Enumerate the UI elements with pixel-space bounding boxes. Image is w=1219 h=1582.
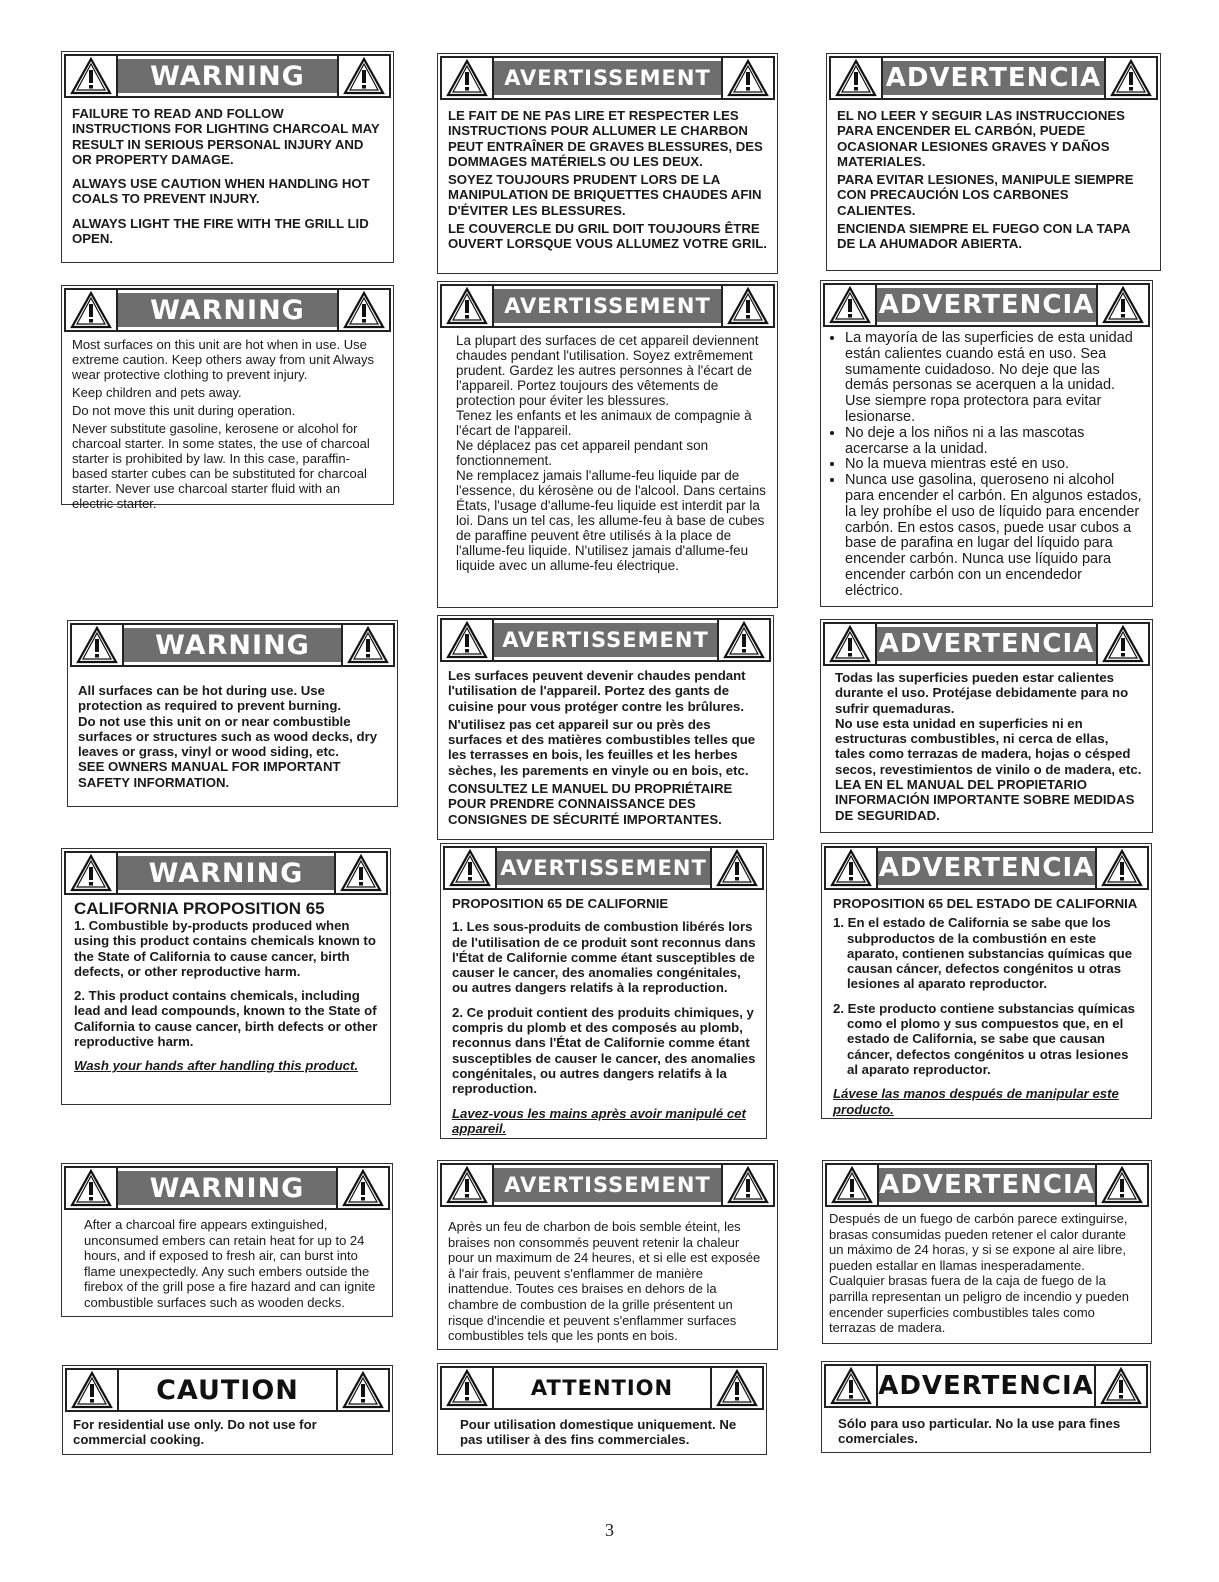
label-text: Ne déplacez pas cet appareil pendant son fonctionnement. — [456, 438, 709, 468]
warning-label-lighting-es — [826, 53, 1161, 271]
warning-triangle-icon — [336, 1168, 388, 1208]
label-header — [440, 1366, 764, 1410]
label-text: La plupart des surfaces de cet appareil deviennent chaudes pendant l'utilisation. Soyez extrêmement prudent. Gardez les autres personnes à l'écart de l'appareil. Portez toujours des vêtements de protection pour éviter les blessures. — [456, 333, 759, 408]
warning-triangle-icon — [721, 286, 773, 326]
label-text: Después de un fuego de carbón parece extinguirse, brasas consumidas pueden retener el calor durante un máximo de 24 horas, y si se expone al aire libre, pueden estallar en llamas inesperadamente. Cualquier brasas fuera de la caja de fuego de la parrilla representan un peligro de incendio y pueden encender superficies combustibles tales como terrazas de madera. — [829, 1211, 1129, 1336]
warning-triangle-icon — [827, 1165, 879, 1205]
warning-triangle-icon — [1095, 848, 1147, 888]
label-text: 2. This product contains chemicals, including lead and lead compounds, known to the State of California to cause cancer, birth defects or other reproductive harm. — [74, 988, 378, 1050]
warning-triangle-icon — [66, 290, 118, 330]
signal-word: WARNING — [118, 293, 337, 327]
label-text: CONSULTEZ LE MANUEL DU PROPRIÉTAIRE POUR PRENDRE CONNAISSANCE DES CONSIGNES DE SÉCURITÉ IMPORTANTES. — [448, 781, 733, 827]
prop65-label-es — [821, 843, 1152, 1119]
warning-triangle-icon — [334, 853, 386, 893]
signal-word: ADVERTENCIA — [883, 61, 1104, 95]
prop65-label-en — [61, 848, 391, 1105]
label-text: Todas las superficies pueden estar calientes durante el uso. Protéjase debidamente para no sufrir quemaduras. — [835, 670, 1129, 716]
warning-triangle-icon — [337, 56, 389, 96]
warning-label-embers-fr — [437, 1160, 778, 1350]
warning-triangle-icon — [442, 1368, 494, 1408]
label-text: Do not use this unit on or near combustible surfaces or structures such as wood decks, dry leaves or grass, vinyl or wood siding, etc. — [78, 713, 378, 760]
label-text: Ne remplacez jamais l'allume-feu liquide par de l'essence, du kérosène ou de l'alcool. Dans certains États, l'usage d'allume-feu liquide est interdit par la loi. Dans un tel cas, les allume-feu à base de cubes de paraffine peuvent être utilisés à la place de l'allume-feu liquide. N'utilisez jamais d'allume-feu liquide avec un allume-feu électrique. — [456, 468, 766, 573]
warning-triangle-icon — [442, 1165, 494, 1205]
list-item: • Nunca use gasolina, queroseno ni alcohol para encender el carbón. En algunos estados, la ley prohíbe el uso de líquido para encender carbón. En estos casos, puede usar cubos a base de parafina en lugar del líquido para encender carbón. Nunca use líquido para encender carbón con un encendedor eléctrico. — [845, 473, 1142, 599]
warning-triangle-icon — [67, 1370, 119, 1410]
warning-triangle-icon — [66, 853, 118, 893]
signal-word: ADVERTENCIA — [878, 853, 1095, 883]
warning-label-combustibles-es — [820, 619, 1153, 833]
label-text: ALWAYS LIGHT THE FIRE WITH THE GRILL LID OPEN. — [72, 215, 369, 247]
label-text: Never substitute gasoline, kerosene or alcohol for charcoal starter. In some states, the use of charcoal starter is prohibited by law. In this case, paraffin-based starter cubes can be substituted for charcoal starter. Never use charcoal starter fluid with an electric starter. — [72, 421, 370, 511]
label-text: Les surfaces peuvent devenir chaudes pendant l'utilisation de l'appareil. Portez des gants de cuisine pour vous protéger contre les brûlures. — [448, 668, 746, 714]
signal-word: AVERTISSEMENT — [497, 851, 710, 885]
label-header — [64, 851, 388, 895]
wash-hands-text: Lávese las manos después de manipular este producto. — [833, 1086, 1119, 1117]
signal-word: AVERTISSEMENT — [494, 1168, 721, 1202]
signal-word: WARNING — [118, 856, 334, 890]
label-text: 1. Les sous-produits de combustion libérés lors de l'utilisation de ce produit sont reconnus dans l'État de Californie comme étant susceptibles de causer le cancer, des anomalies congénitales, ou autres dangers relatifs à la reproduction. — [452, 919, 756, 996]
warning-triangle-icon — [721, 1165, 773, 1205]
warning-triangle-icon — [336, 1370, 388, 1410]
warning-triangle-icon — [337, 290, 389, 330]
label-text: For residential use only. Do not use for commercial cooking. — [73, 1417, 317, 1448]
warning-triangle-icon — [825, 285, 877, 325]
label-text: ENCIENDA SIEMPRE EL FUEGO CON LA TAPA DE LA AHUMADOR ABIERTA. — [837, 221, 1131, 252]
list-item: • No deje a los niños ni a las mascotas acercarse a la unidad. — [845, 426, 1142, 458]
label-header — [65, 1368, 390, 1412]
label-text: All surfaces can be hot during use. Use protection as required to prevent burning. — [78, 683, 342, 714]
label-text: LE FAIT DE NE PAS LIRE ET RESPECTER LES INSTRUCTIONS POUR ALLUMER LE CHARBON PEUT ENTRAÎNER DE GRAVES BLESSURES, DES DOMMAGES MATÉRIELS OU LES DEUX. — [448, 108, 763, 169]
label-text: FAILURE TO READ AND FOLLOW INSTRUCTIONS FOR LIGHTING CHARCOAL MAY RESULT IN SERIOUS PERSONAL INJURY AND OR PROPERTY DAMAGE. — [72, 106, 380, 167]
warning-triangle-icon — [442, 620, 494, 660]
label-text: 1. Combustible by-products produced when using this product contains chemicals known to the State of California to cause cancer, birth defects, or other reproductive harm. — [74, 918, 376, 979]
label-text: Pour utilisation domestique uniquement. Ne pas utiliser à des fins commerciales. — [460, 1417, 737, 1448]
warning-triangle-icon — [1096, 285, 1148, 325]
warning-label-hot-surfaces-en — [61, 285, 394, 511]
label-header — [823, 622, 1150, 666]
warning-label-lighting-fr — [437, 53, 778, 274]
warning-triangle-icon — [442, 58, 494, 98]
warning-triangle-icon — [1096, 624, 1148, 664]
label-text: ALWAYS USE CAUTION WHEN HANDLING HOT COALS TO PREVENT INJURY. — [72, 176, 370, 207]
label-text: Do not move this unit during operation. — [72, 403, 296, 418]
label-header — [64, 1166, 390, 1210]
list-item: 1. En el estado de California se sabe que los subproductos de la combustión en este aparato, contienen substancias químicas que causan cáncer, defectos congénitos u otras lesiones al aparato reproductor. — [833, 915, 1133, 992]
prop65-title: CALIFORNIA PROPOSITION 65 — [74, 899, 325, 918]
warning-triangle-icon — [66, 1168, 118, 1208]
label-header — [829, 56, 1158, 100]
list-item: • No la mueva mientras esté en uso. — [845, 457, 1142, 473]
label-text: Après un feu de charbon de bois semble éteint, les braises non consommés peuvent retenir la chaleur pour un maximum de 24 heures, et si elle est exposée à l'air frais, peuvent s'enflammer de manière inattendue. Toutes ces braises en dehors de la chambre de combustion de la grille présentent un risque d'incendie et peuvent s'enflammer surfaces combustibles tels que les ponts en bois. — [448, 1219, 761, 1344]
label-header — [823, 283, 1150, 327]
label-header — [64, 288, 391, 332]
signal-word: AVERTISSEMENT — [494, 289, 721, 323]
label-text: EL NO LEER Y SEGUIR LAS INSTRUCCIONES PARA ENCENDER EL CARBÓN, PUEDE OCASIONAR LESIONES GRAVES Y DAÑOS MATERIALES. — [837, 108, 1125, 169]
warning-triangle-icon — [831, 58, 883, 98]
warning-triangle-icon — [1094, 1366, 1146, 1406]
label-header — [70, 623, 395, 667]
warning-triangle-icon — [445, 848, 497, 888]
label-header — [443, 846, 764, 890]
advertencia-label-residential-es — [821, 1361, 1151, 1453]
label-header — [440, 284, 775, 328]
signal-word: ATTENTION — [494, 1371, 710, 1405]
label-header — [440, 1163, 775, 1207]
warning-label-hot-surfaces-es — [820, 280, 1153, 607]
page-number: 3 — [605, 1520, 614, 1540]
warning-label-combustibles-fr — [437, 615, 774, 840]
label-text: 2. Ce produit contient des produits chimiques, y compris du plomb et des composés au plomb, reconnus dans l'État de Californie comme étant susceptibles de causer le cancer, des anomalies congénitales, ou autres dangers relatifs à la reproduction. — [452, 1004, 756, 1097]
warning-triangle-icon — [826, 1366, 878, 1406]
signal-word: ADVERTENCIA — [878, 290, 1095, 320]
label-header — [824, 1364, 1148, 1408]
attention-label-residential-fr — [437, 1363, 767, 1455]
warning-label-embers-es — [822, 1160, 1152, 1344]
label-text: PARA EVITAR LESIONES, MANIPULE SIEMPRE CON PRECAUCIÓN LOS CARBONES CALIENTES. — [837, 172, 1134, 218]
signal-word: ADVERTENCIA — [879, 1170, 1095, 1200]
signal-word: ADVERTENCIA — [878, 1371, 1094, 1401]
caution-label-residential-en — [62, 1365, 393, 1455]
label-text: After a charcoal fire appears extinguished, unconsumed embers can retain heat for up to 24 hours, and if exposed to fresh air, can burst into flame unexpectedly. Any such embers outside the firebox of the grill pose a fire hazard and can ignite combustible surfaces such as wooden decks. — [84, 1217, 376, 1310]
prop65-title: PROPOSITION 65 DE CALIFORNIE — [452, 896, 669, 911]
label-text: LEA EN EL MANUAL DEL PROPIETARIO INFORMACIÓN IMPORTANTE SOBRE MEDIDAS DE SEGURIDAD. — [835, 777, 1135, 823]
label-text: SEE OWNERS MANUAL FOR IMPORTANT SAFETY INFORMATION. — [78, 759, 341, 790]
warning-label-lighting-en — [61, 51, 394, 263]
warning-triangle-icon — [1104, 58, 1156, 98]
label-text: Tenez les enfants et les animaux de compagnie à l'écart de l'appareil. — [456, 408, 752, 438]
signal-word: AVERTISSEMENT — [494, 623, 717, 657]
warning-triangle-icon — [1095, 1165, 1147, 1205]
warning-triangle-icon — [717, 620, 769, 660]
prop65-label-fr — [440, 843, 767, 1139]
label-text: LE COUVERCLE DU GRIL DOIT TOUJOURS ÊTRE OUVERT LORSQUE VOUS ALLUMEZ VOTRE GRIL. — [448, 221, 767, 252]
warning-label-embers-en — [61, 1163, 393, 1317]
warning-label-hot-surfaces-fr — [437, 281, 778, 608]
label-text: SOYEZ TOUJOURS PRUDENT LORS DE LA MANIPULATION DE BRIQUETTES CHAUDES AFIN D'ÉVITER LES BLESSURES. — [448, 172, 762, 218]
label-text: Sólo para uso particular. No la use para fines comerciales. — [838, 1416, 1121, 1447]
list-item: 2. Este producto contiene substancias químicas como el plomo y sus compuestos que, en el estado de California, se sabe que causan cáncer, defectos congénitos u otras lesiones al aparato reproductor. — [833, 1000, 1135, 1077]
warning-triangle-icon — [710, 848, 762, 888]
wash-hands-text: Wash your hands after handling this product. — [74, 1058, 359, 1074]
label-header — [440, 56, 775, 100]
warning-triangle-icon — [72, 625, 124, 665]
prop65-title: PROPOSITION 65 DEL ESTADO DE CALIFORNIA — [833, 896, 1138, 911]
label-header — [64, 54, 391, 98]
warning-triangle-icon — [341, 625, 393, 665]
warning-triangle-icon — [442, 286, 494, 326]
label-text: N'utilisez pas cet appareil sur ou près des surfaces et des matières combustibles telles que les terrasses en bois, les feuilles et les herbes sèches, les parements en vinyle ou en bois, etc. — [448, 716, 756, 778]
warning-triangle-icon — [825, 624, 877, 664]
warning-triangle-icon — [710, 1368, 762, 1408]
signal-word: ADVERTENCIA — [878, 629, 1095, 659]
signal-word: WARNING — [118, 59, 337, 93]
signal-word: AVERTISSEMENT — [494, 61, 721, 95]
label-text: Most surfaces on this unit are hot when in use. Use extreme caution. Keep others away from unit Always wear protective clothing to prevent injury. — [72, 337, 375, 382]
label-text: No use esta unidad en superficies ni en estructuras combustibles, ni cerca de ellas, tales como terrazas de madera, hojas o césped secos, revestimientos de vinilo o de madera, etc. — [835, 715, 1142, 777]
warning-triangle-icon — [721, 58, 773, 98]
warning-triangle-icon — [826, 848, 878, 888]
label-header — [825, 1163, 1149, 1207]
signal-word: WARNING — [124, 628, 341, 662]
label-text: Keep children and pets away. — [72, 385, 242, 400]
signal-word: WARNING — [118, 1171, 336, 1205]
list-item: • La mayoría de las superficies de esta unidad están calientes cuando está en uso. Sea sumamente cuidadoso. No deje que las demás personas se acerquen a la unidad. Use siempre ropa protectora para evitar lesionarse. — [845, 331, 1142, 426]
label-header — [824, 846, 1149, 890]
warning-triangle-icon — [66, 56, 118, 96]
wash-hands-text: Lavez-vous les mains après avoir manipulé cet appareil. — [452, 1105, 746, 1136]
signal-word: CAUTION — [119, 1373, 336, 1407]
warning-label-combustibles-en — [67, 620, 398, 807]
label-header — [440, 618, 771, 662]
